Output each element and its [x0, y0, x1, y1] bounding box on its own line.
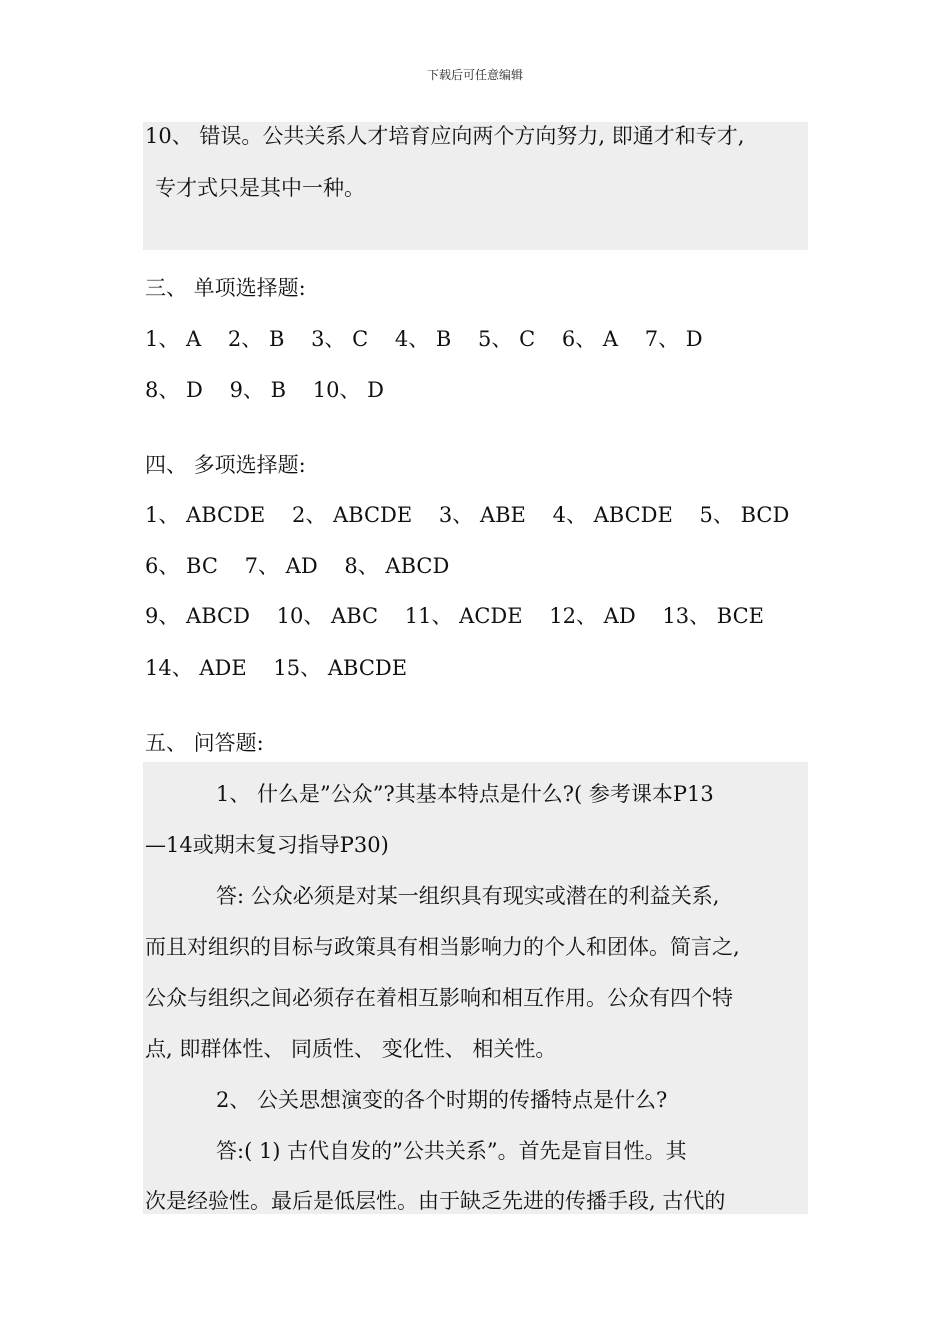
answer-10-line: 10、 错误。公共关系人才培育应向两个方向努力, 即通才和专才,: [145, 124, 745, 148]
single-choice-row: 8、 D 9、 B 10、 D: [145, 378, 384, 402]
answer-1-continuation: 公众与组织之间必须存在着相互影响和相互作用。公众有四个特: [145, 986, 733, 1010]
answer-10-continuation: 专才式只是其中一种。: [155, 176, 365, 200]
question-2: 2、 公关思想演变的各个时期的传播特点是什么?: [216, 1088, 668, 1112]
answer-1-continuation: 而且对组织的目标与政策具有相当影响力的个人和团体。简言之,: [145, 935, 740, 959]
section-3-heading: 三、 单项选择题:: [145, 276, 306, 300]
answer-1-continuation: 点, 即群体性、 同质性、 变化性、 相关性。: [145, 1037, 557, 1061]
answer-1: 答: 公众必须是对某一组织具有现实或潜在的利益关系,: [216, 884, 720, 908]
single-choice-row: 1、 A 2、 B 3、 C 4、 B 5、 C 6、 A 7、 D: [145, 327, 703, 351]
section-4-heading: 四、 多项选择题:: [145, 453, 306, 477]
multi-choice-row: 6、 BC 7、 AD 8、 ABCD: [145, 554, 450, 578]
question-1-continuation: —14或期末复习指导P30): [145, 833, 389, 857]
page-header: 下载后可任意编辑: [426, 68, 523, 82]
question-1: 1、 什么是”公众”?其基本特点是什么?( 参考课本P13: [216, 782, 714, 806]
multi-choice-row: 9、 ABCD 10、 ABC 11、 ACDE 12、 AD 13、 BCE: [145, 604, 764, 628]
multi-choice-row: 14、 ADE 15、 ABCDE: [145, 656, 408, 680]
multi-choice-row: 1、 ABCDE 2、 ABCDE 3、 ABE 4、 ABCDE 5、 BCD: [145, 503, 790, 527]
section-5-heading: 五、 问答题:: [145, 731, 264, 755]
answer-2: 答:( 1) 古代自发的”公共关系”。首先是盲目性。其: [216, 1139, 687, 1163]
answer-2-continuation: 次是经验性。最后是低层性。由于缺乏先进的传播手段, 古代的: [145, 1189, 726, 1213]
